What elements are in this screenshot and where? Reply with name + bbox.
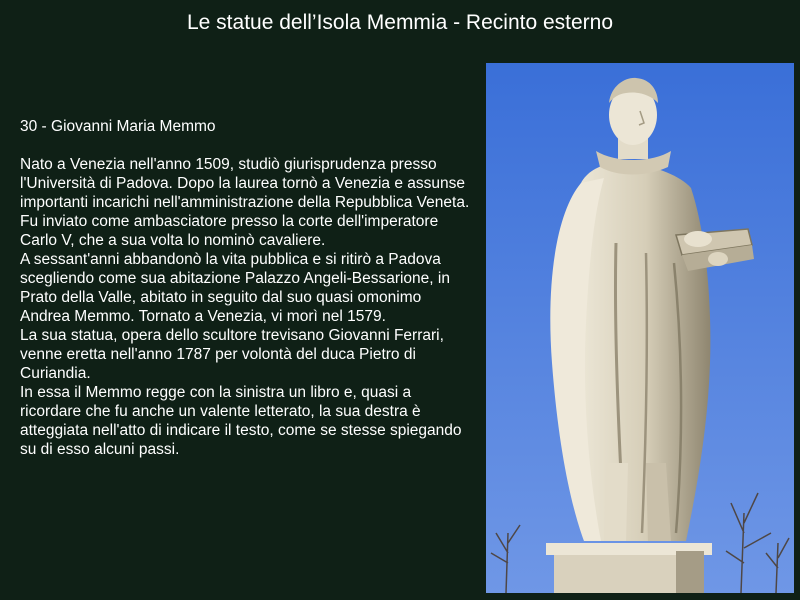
text-block	[20, 117, 470, 459]
paragraph-description: In essa il Memmo regge con la sinistra un libro e, quasi a ricordare che fu anche un valente letterato, la sua destra è atteggiata nell'atto di indicare il testo, come se stesse spiegando su di esso alcuni passi.	[20, 384, 462, 458]
statue-photo	[486, 63, 794, 593]
pedestal	[546, 543, 712, 593]
paragraph-birth: Nato a Venezia nell'anno 1509, studiò giurisprudenza presso l'Università di Padova. Dopo la laurea tornò a Venezia e assunse importanti incarichi nell'amministrazione della Repubblica Veneta.	[20, 156, 470, 211]
statue-heading: 30 - Giovanni Maria Memmo	[20, 118, 216, 135]
slide-title: Le statue dell’Isola Memmia - Recinto esterno	[186, 11, 614, 34]
paragraph-statue: La sua statua, opera dello scultore trevisano Giovanni Ferrari, venne eretta nell'anno 1787 per volontà del duca Pietro di Curiandia.	[20, 327, 444, 382]
paragraph-retirement: A sessant'anni abbandonò la vita pubblica e si ritirò a Padova scegliendo come sua abitazione Palazzo Angeli-Bessarione, in Prato della Valle, abitato in seguito dal suo quasi omonimo Andrea Memmo. Tornato a Venezia, vi morì nel 1579.	[20, 251, 450, 325]
paragraph-ambassador: Fu inviato come ambasciatore presso la corte dell'imperatore Carlo V, che a sua volta lo nominò cavaliere.	[20, 213, 439, 249]
statue-illustration	[486, 63, 794, 593]
